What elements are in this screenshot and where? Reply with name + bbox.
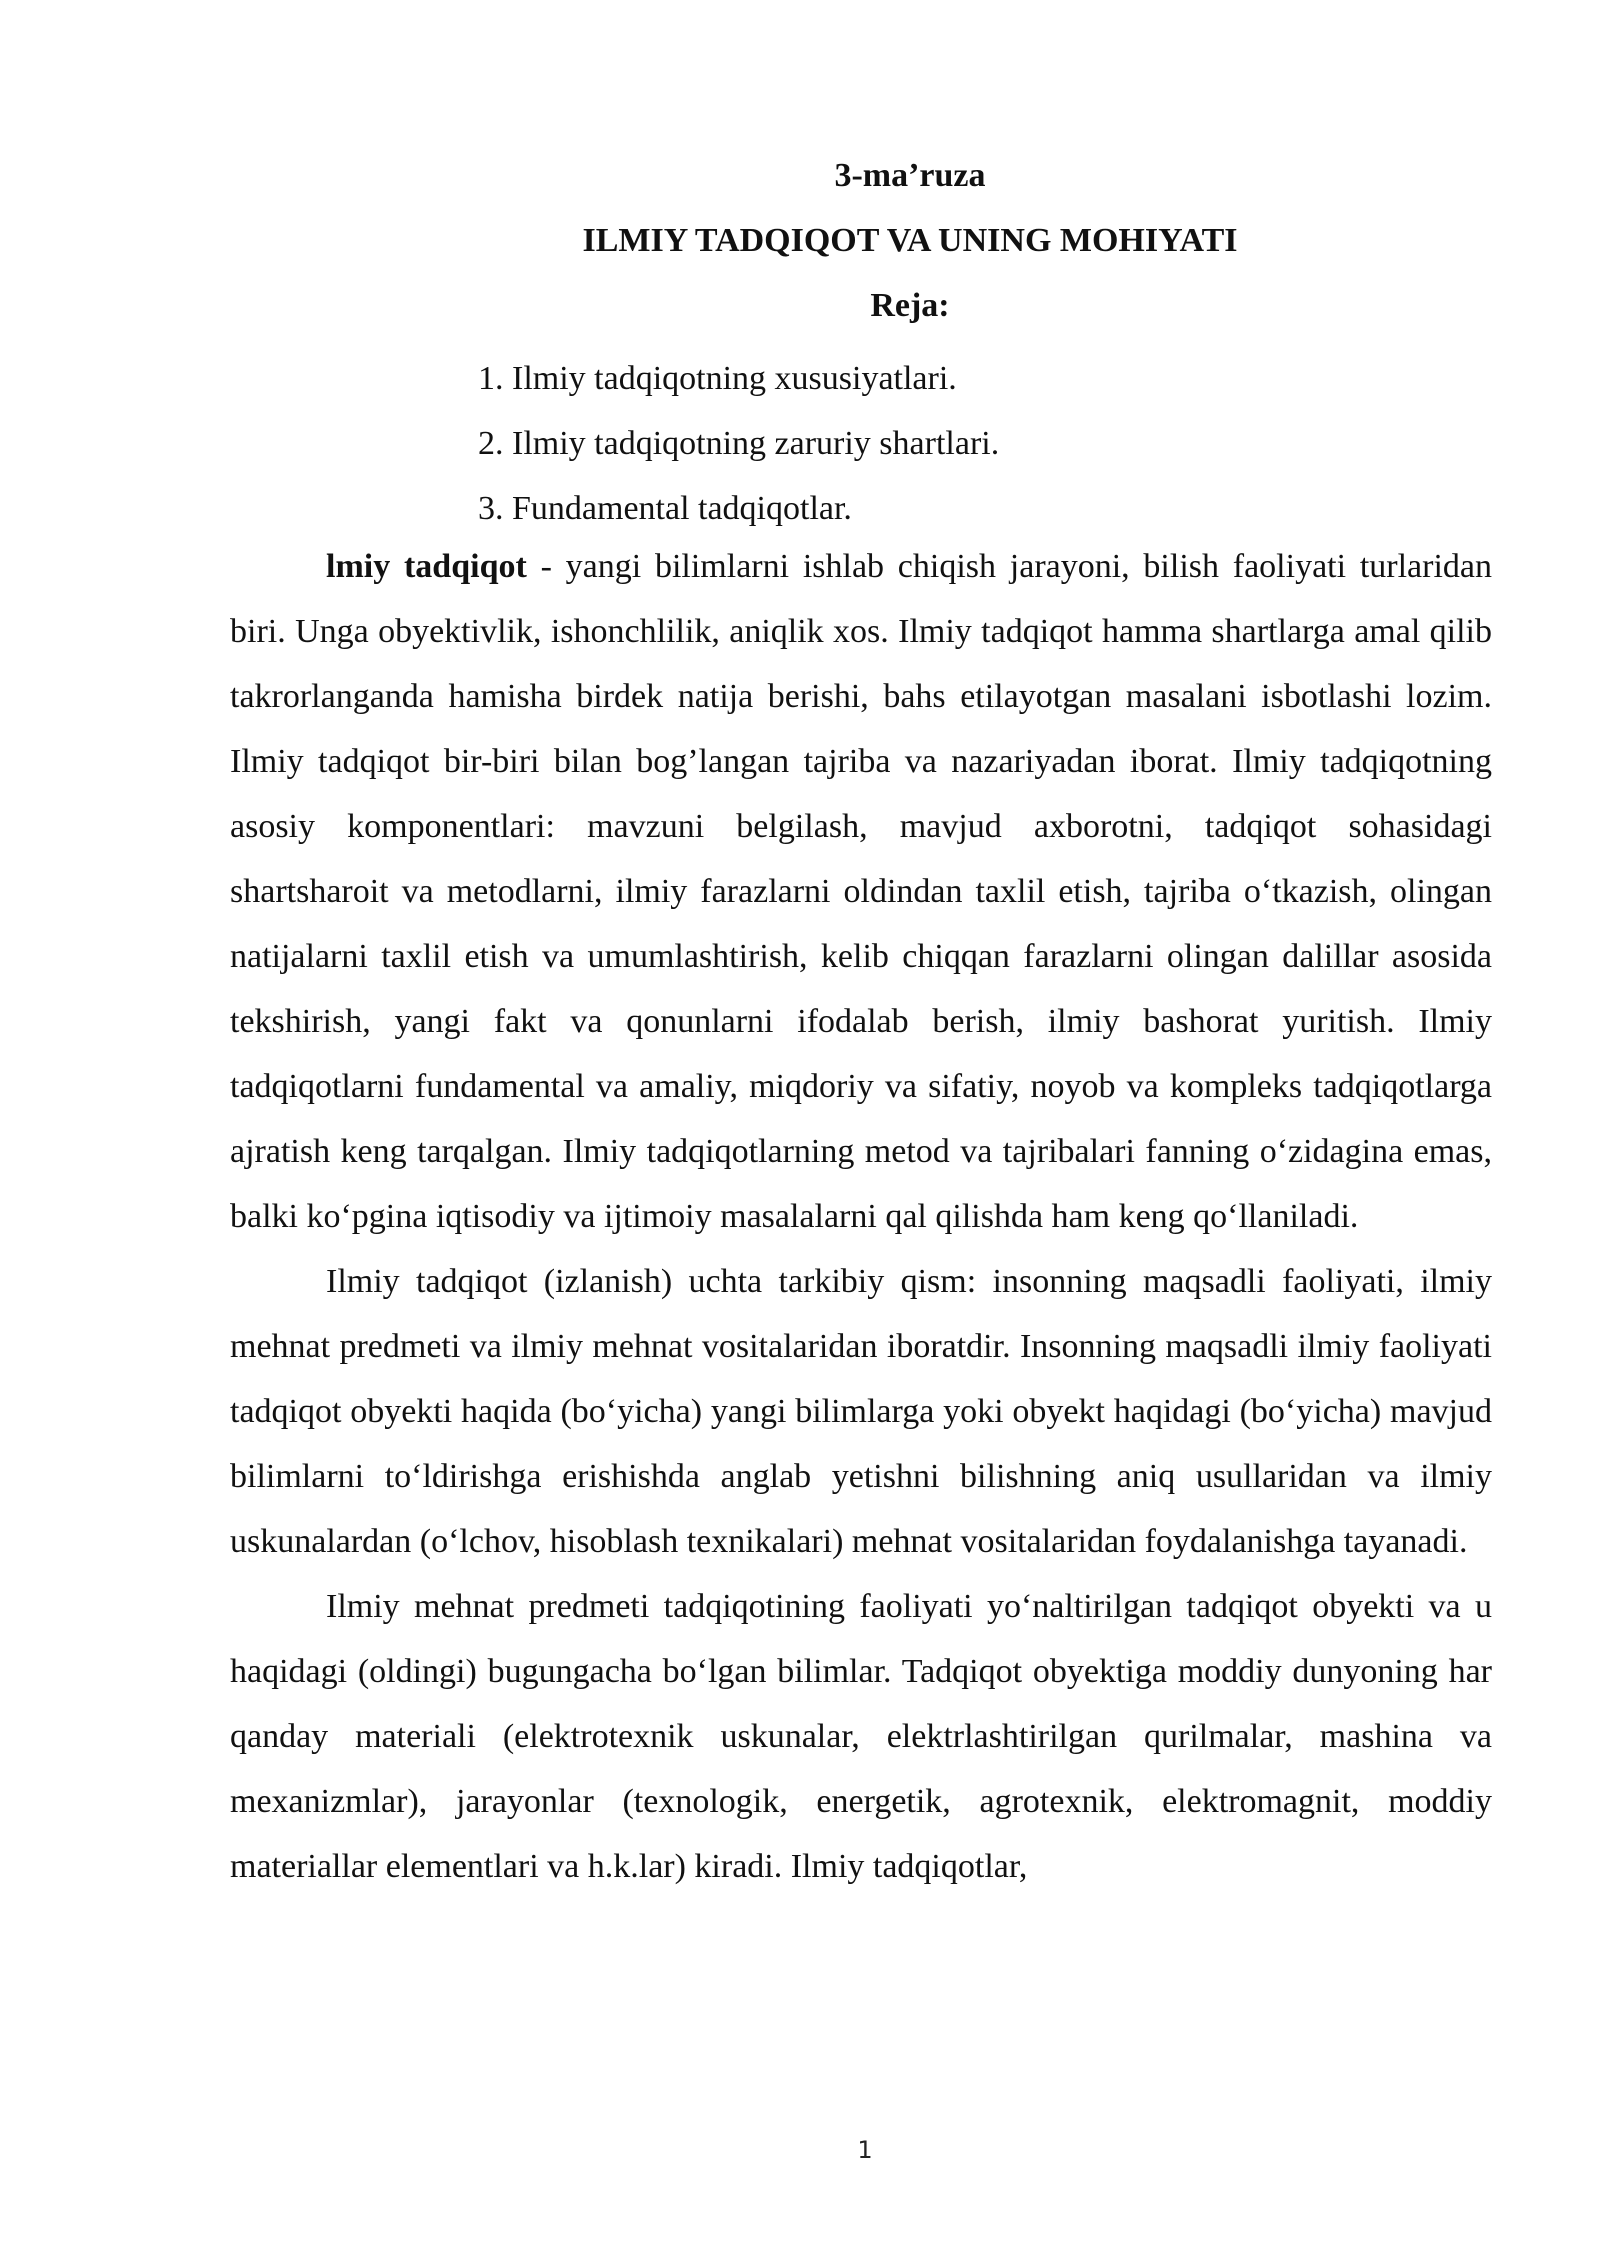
definition-text: - yangi bilimlarni ishlab chiqish jarayoni, bilish faoliyati turlaridan biri. Unga obyektivlik, ishonchlilik, aniqlik xos. Ilmiy tadqiqot hamma shartlarga amal qilib takrorlanganda hamisha birdek natija berishi, bahs etilayotgan masalani isbotlashi lozim. Ilmiy tadqiqot bir-biri bilan bog’langan tajriba va nazariyadan iborat. Ilmiy tadqiqotning asosiy komponentlari: mavzuni belgilash, mavjud axborotni, tadqiqot sohasidagi shartsharoit va metodlarni, ilmiy farazlarni oldindan taxlil etish, tajriba o‘tkazish, olingan natijalarni taxlil etish va umumlashtirish, kelib chiqqan farazlarni olingan dalillar asosida tekshirish, yangi fakt va qonunlarni ifodalab berish, ilmiy bashorat yuritish. Ilmiy tadqiqotlarni fundamental va amaliy, miqdoriy va sifatiy, noyob va kompleks tadqiqotlarga ajratish keng tarqalgan. Ilmiy tadqiqotlarning metod va tajribalari fanning o‘zidagina emas, balki ko‘pgina iqtisodiy va ijtimoiy masalalarni qal qilishda ham keng qo‘llaniladi. xyxy=(230,548,1492,1235)
lecture-number: 3-ma’ruza xyxy=(834,157,986,194)
paragraph-definition xyxy=(230,534,1492,1249)
paragraph-components: Ilmiy tadqiqot (izlanish) uchta tarkibiy qism: insonning maqsadli faoliyati, ilmiy mehnat predmeti va ilmiy mehnat vositalaridan iboratdir. Insonning maqsadli ilmiy faoliyati tadqiqot obyekti haqida (bo‘yicha) yangi bilimlarga yoki obyekt haqidagi (bo‘yicha) mavjud bilimlarni to‘ldirishga erishishda anglab yetishni bilishning aniq usullaridan va ilmiy uskunalardan (o‘lchov, hisoblash texnikalari) mehnat vositalaridan foydalanishga tayanadi. xyxy=(230,1263,1492,1560)
body-text xyxy=(230,534,1492,1899)
plan-item: 1. Ilmiy tadqiqotning xususiyatlari. xyxy=(478,360,957,397)
plan-heading: Reja: xyxy=(870,287,950,324)
page-title: ILMIY TADQIQOT VA UNING MOHIYATI xyxy=(582,222,1238,259)
paragraph-subject: Ilmiy mehnat predmeti tadqiqotining faoliyati yo‘naltirilgan tadqiqot obyekti va u haqidagi (oldingi) bugungacha bo‘lgan bilimlar. Tadqiqot obyektiga moddiy dunyoning har qanday materiali (elektrotexnik uskunalar, elektrlashtirilgan qurilmalar, mashina va mexanizmlar), jarayonlar (texnologik, energetik, agrotexnik, elektromagnit, moddiy materiallar elementlari va h.k.lar) kiradi. Ilmiy tadqiqotlar, xyxy=(230,1588,1492,1885)
plan-item: 2. Ilmiy tadqiqotning zaruriy shartlari. xyxy=(478,425,1000,462)
plan-list xyxy=(478,346,999,541)
plan-item: 3. Fundamental tadqiqotlar. xyxy=(478,490,852,527)
page-number: 1 xyxy=(857,2136,873,2164)
defined-term: lmiy tadqiqot xyxy=(326,548,527,585)
